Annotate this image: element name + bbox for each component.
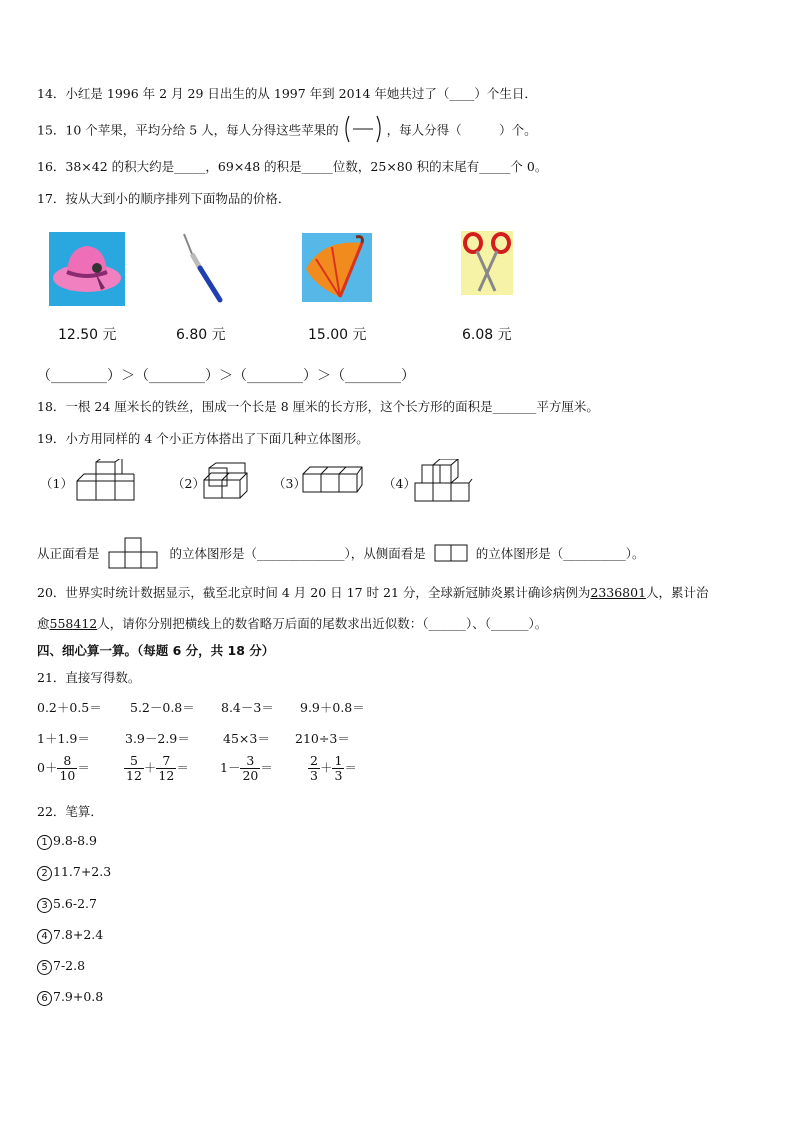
calc-operator: ＋ (319, 760, 333, 775)
q15-text-2: ，每人分得（ ）个。 (386, 122, 537, 138)
circled-number-icon: 2 (37, 866, 52, 881)
calc-equals: ＝ (344, 760, 357, 775)
question-18: 18．一根 24 厘米长的铁丝，围成一个长是 8 厘米的长方形，这个长方形的面积是_______平方厘米。 (37, 399, 599, 414)
written-calc-item (37, 864, 111, 881)
question-22-title: 22．笔算． (37, 804, 103, 819)
question-20-line2 (37, 614, 547, 632)
fraction-calc-3 (220, 754, 273, 783)
hat-icon (49, 232, 125, 306)
q19-text-3: 的立体图形是（__________）。 (475, 546, 645, 561)
figure-label-2: （2） (172, 476, 205, 491)
calc-item: 45×3＝ (223, 731, 270, 746)
calc-equals: ＝ (260, 760, 273, 775)
figure-label-3: （3） (273, 476, 306, 491)
circled-number-icon: 1 (37, 835, 52, 850)
numerator: 3 (240, 754, 260, 769)
scissors-icon (461, 231, 513, 295)
question-15 (37, 120, 537, 142)
written-calc-item (37, 989, 103, 1006)
numerator: 1 (334, 753, 343, 768)
q15-fraction-blank[interactable] (343, 120, 383, 142)
side-view-icon (434, 544, 468, 565)
numerator: 2 (310, 753, 318, 768)
cube-figure-1 (76, 459, 138, 506)
written-calc-item (37, 833, 97, 850)
circled-number-icon: 6 (37, 991, 52, 1006)
fraction (308, 754, 320, 783)
q15-text-1: 15．10 个苹果，平均分给 5 人，每人分得这些苹果的 (37, 122, 339, 138)
fraction-calc-2 (124, 754, 189, 783)
calc-item: 1＋1.9＝ (37, 731, 90, 746)
price-brush: 6.80 元 (176, 327, 226, 343)
written-calc-expr: 5.6-2.7 (53, 896, 97, 911)
fraction (332, 754, 344, 783)
denominator: 10 (59, 768, 76, 783)
figure-label-4: （4） (383, 476, 416, 491)
calc-item: 8.4－3＝ (221, 700, 274, 715)
umbrella-icon (302, 233, 372, 302)
denominator: 12 (158, 768, 175, 783)
q20-text-1: 20．世界实时统计数据显示，截至北京时间 4 月 20 日 17 时 21 分，全球新冠肺炎累计确诊病例为 (37, 585, 591, 600)
section-4-title: 四、细心算一算。（每题 6 分，共 18 分） (37, 643, 275, 658)
calc-equals: ＝ (77, 760, 90, 775)
brush-icon (176, 230, 228, 304)
price-hat: 12.50 元 (58, 327, 117, 343)
recovered-number: 558412 (49, 616, 98, 631)
denominator: 12 (126, 768, 142, 783)
calc-item: 3.9－2.9＝ (125, 731, 190, 746)
numerator: 8 (57, 754, 77, 769)
calc-equals: ＝ (176, 760, 189, 775)
fraction (124, 754, 144, 783)
price-scissors: 6.08 元 (462, 327, 512, 343)
circled-number-icon: 3 (37, 898, 52, 913)
q20-text-4: 人，请你分别把横线上的数省略万后面的尾数求出近似数：（______）、（______）。 (97, 616, 548, 631)
fraction (57, 754, 77, 783)
fraction (240, 754, 260, 783)
calc-item: 9.9＋0.8＝ (300, 700, 365, 715)
written-calc-item (37, 927, 103, 944)
front-view-icon (108, 537, 158, 572)
q20-text-3: 愈 (37, 616, 50, 631)
circled-number-icon: 5 (37, 960, 52, 975)
written-calc-expr: 7-2.8 (53, 958, 86, 973)
question-20-line1 (37, 583, 709, 601)
question-19-answer (37, 537, 644, 572)
written-calc-expr: 7.9+0.8 (53, 989, 104, 1004)
numerator: 5 (124, 754, 144, 769)
denominator: 3 (310, 768, 318, 783)
calc-item: 210÷3＝ (295, 731, 350, 746)
circled-number-icon: 4 (37, 929, 52, 944)
cube-figure-3 (302, 464, 364, 499)
price-umbrella: 15.00 元 (308, 327, 367, 343)
denominator: 3 (334, 768, 343, 783)
calc-prefix: 0＋ (37, 760, 58, 775)
calc-item: 5.2－0.8＝ (130, 700, 195, 715)
written-calc-item (37, 958, 85, 975)
q20-text-2: 人，累计治 (646, 585, 709, 600)
figure-label-1: （1） (40, 476, 73, 491)
written-calc-expr: 11.7+2.3 (53, 864, 112, 879)
q19-text-2: 的立体图形是（______________），从侧面看是 (169, 546, 426, 561)
calc-prefix: 1－ (220, 760, 241, 775)
calc-operator: ＋ (143, 760, 157, 775)
fraction-calc-4 (308, 754, 357, 783)
question-17-title: 17．按从大到小的顺序排列下面物品的价格． (37, 191, 291, 206)
price-compare-blanks[interactable]: （________）＞（________）＞（________）＞（________） (37, 368, 415, 384)
written-calc-expr: 9.8-8.9 (53, 833, 97, 848)
question-21-title: 21．直接写得数。 (37, 670, 141, 685)
question-19-title: 19．小方用同样的 4 个小正方体搭出了下面几种立体图形。 (37, 431, 369, 446)
question-16: 16．38×42 的积大约是_____，69×48 的积是_____位数，25×80 积的末尾有_____个 0。 (37, 159, 548, 174)
numerator: 7 (156, 754, 176, 769)
cube-figure-2 (203, 462, 249, 505)
cube-figure-4 (414, 459, 474, 508)
q19-text-1: 从正面看是 (37, 546, 100, 561)
written-calc-expr: 7.8+2.4 (53, 927, 104, 942)
calc-item: 0.2＋0.5＝ (37, 700, 102, 715)
question-14: 14．小红是 1996 年 2 月 29 日出生的从 1997 年到 2014 年她共过了（____）个生日． (37, 86, 537, 101)
confirmed-cases-number: 2336801 (590, 585, 647, 600)
fraction-calc-1 (37, 754, 90, 783)
fraction (156, 754, 176, 783)
written-calc-item (37, 896, 97, 913)
denominator: 20 (242, 768, 259, 783)
paren-fraction-icon (343, 114, 383, 144)
